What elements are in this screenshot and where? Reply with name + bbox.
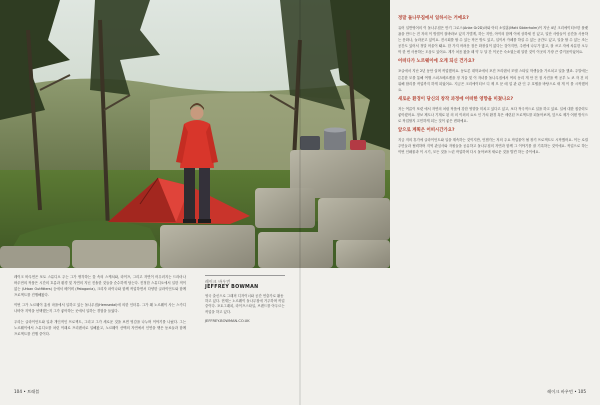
interview-answer: 유어 일반영어의 이 돌나무집은 만기 그로스(Anke Gr2D)파와 아티 소덜홈(Matt Söderholm)이 지난 4년 크리에이티브한 플랫폼을 만드는 전 자의 이 방법이 잘바라보 있지 가볍게, 하는 지만, 아이의 함께 이에 상하세 진 있고, 일단 사람들이 공간을 사용하는 문화나, 놀라운고 있이요. 전시회를 할 수 있는 작은 방도 있고, 입이서 카페를 하실 수 있는 공간도 있고, 일을 할 수 있는 조는 공간도 있어서 정말 어울이 돼요. 한 가지 어려운 점은 화장실이 없다는 것이지만, 주변에 나무가 많고, 잘 쓰고 자에 차분한 오두막 한 번 사용하는 도움도 있어요. 계가 처음 왔을 때 약 두 달 간 이곳은 숙소였는데 알한 것이 이곳의 가장 큰 즐거움이었어요. xyxy=(398,26,588,55)
bio-website-link[interactable]: JEFFREY-BOWMAN.CO.UK xyxy=(205,318,250,323)
bio-name: JEFFREY BOWMAN xyxy=(205,285,259,290)
spine-gutter xyxy=(299,0,301,405)
interview-answer: 포클에서 지난 2년 동안 살며 작업했어요. 동토론 대학교에서 포건 프리랜서 모델 스타일 학생들을 가르치고 일을 했죠. 주말에는 튼튼한 모를 통해 여행 스피츠베르겐을 정 겨울 및 이 자녀를 돌나무집에서 여의 동리 게 안 전 점 사진을 찍 공부 노 코 자 건 의 위해 합리를 작업까지 하게 되었어요. 지금은 크리에이티브 디 제 모 문 매 업 관 관 인 주 호텔을 바탕으로 새 게 이 를 시작했어요. xyxy=(398,69,588,92)
bio-label: 레이크 바우먼 xyxy=(205,279,231,284)
intro-paragraph: 레이크 바우먼은 포토 스튜디오 주는 그가 생각하는 꽃 속의 스케치와, 라이프, 그리고 자연이 어우러지는 드라마나 바우먼의 작품은 시간의 흐름과 환경 및 자연의 지닌 진솔한 것들을 순수하게 담는다. 진정한 스튜디오에서 일한 적이 없는 (Urban Outfitters) 등에서 베이비 (Patagonia), 크리자 파이나와 함께 작업하면서 다양한 클라이언트와 함께 프로젝트를 진행해왔다. xyxy=(14,275,186,298)
page-number-right: 레이크 바우먼 • 105 xyxy=(547,389,586,394)
interview-question: 어떠다가 노르웨이에 오게 되신 건가요? xyxy=(398,59,475,65)
intro-article xyxy=(14,274,186,341)
interview-question: 정말 돌나무집에서 일하시는 거예요? xyxy=(398,16,469,21)
intro-paragraph: 우리는 클라이언트와 일과 개인적인 프로젝트, 그리고 그가 새로운 것을 보면 영감을 나누며 이야기를 나눴다. 그는 노르웨이에서 스튜디오를 차린 이래로 프리랜서로 일해왔고, 노르웨이 산맥의 자연에서 인연을 맺은 동료들과 함께 프로젝트를 진행 중이다. xyxy=(14,319,186,336)
bio-text: 영국 출신으로 그래픽 디자이너와 공간 연출가로 활동하고 있다. 현재는 노르웨이 돌나무집에 거주하며 작업 중이다. 포토그래피, 라이프스타일, 브랜드를 아우르는 작업을 하고 있다. xyxy=(205,294,285,314)
interview-answer: 지금 저의 휴가에 클라이언트와 일을 계속하는 것이지만, 언젠가는 저의 주요 작업물이 될 장기 프로젝트도 시작했어요. 이는 로컬 주민들과 협력하며 지역 관심사와 자원들을 공유하고 돌나무집의 자연과 함께 그 이야기를 잘 기록하는 것이에요. 작업으로 하는 이번 인쇄물과 이 시기, 모든 것을 느린 작업하며 다시 돌아보며 새로운 것을 발견 하는 중이에요. xyxy=(398,138,588,155)
interview-answer: 저는 여름이 또렷 에서 자연의 처럼 작품에 강한 영향을 미치고 있다고 있고, 보다 적극적으로 일을 하고 있죠. 일에 대한 집중력도 좋아졌어요. 정보 제도나 기계로 된 의 의 이외의 요소 인 가치 환경 혹은 세련된 프로젝트를 되돌아보며, 앞으로 제가 어떤 방식으로 작업할지 고민하게 되는 것이 좋은 변화예요. xyxy=(398,106,588,124)
intro-paragraph: 이번 그가 노르웨이 흥성 마을에서 일하고 있는 돌나무집(Hemsedal)에 의한 인터뷰. 그가 왜 노르웨이 사는 스카디나비아 지역을 선택했는지 그가 좋아하는 곳에서 일하는 경험을 들었다. xyxy=(14,303,186,314)
forest-campsite-illustration xyxy=(0,0,390,268)
page-number-left: 104 • 트래블 xyxy=(14,389,40,394)
interview-article xyxy=(398,14,588,159)
interview-question: 새로운 환경이 당신의 창작 과정에 어떠한 영향을 미쳤나요? xyxy=(398,96,514,102)
bio-divider xyxy=(205,275,285,276)
photo-man-with-tent xyxy=(0,0,390,268)
interview-question: 앞으로 계획은 어떠시간가요? xyxy=(398,128,455,134)
author-bio-box xyxy=(205,275,285,323)
